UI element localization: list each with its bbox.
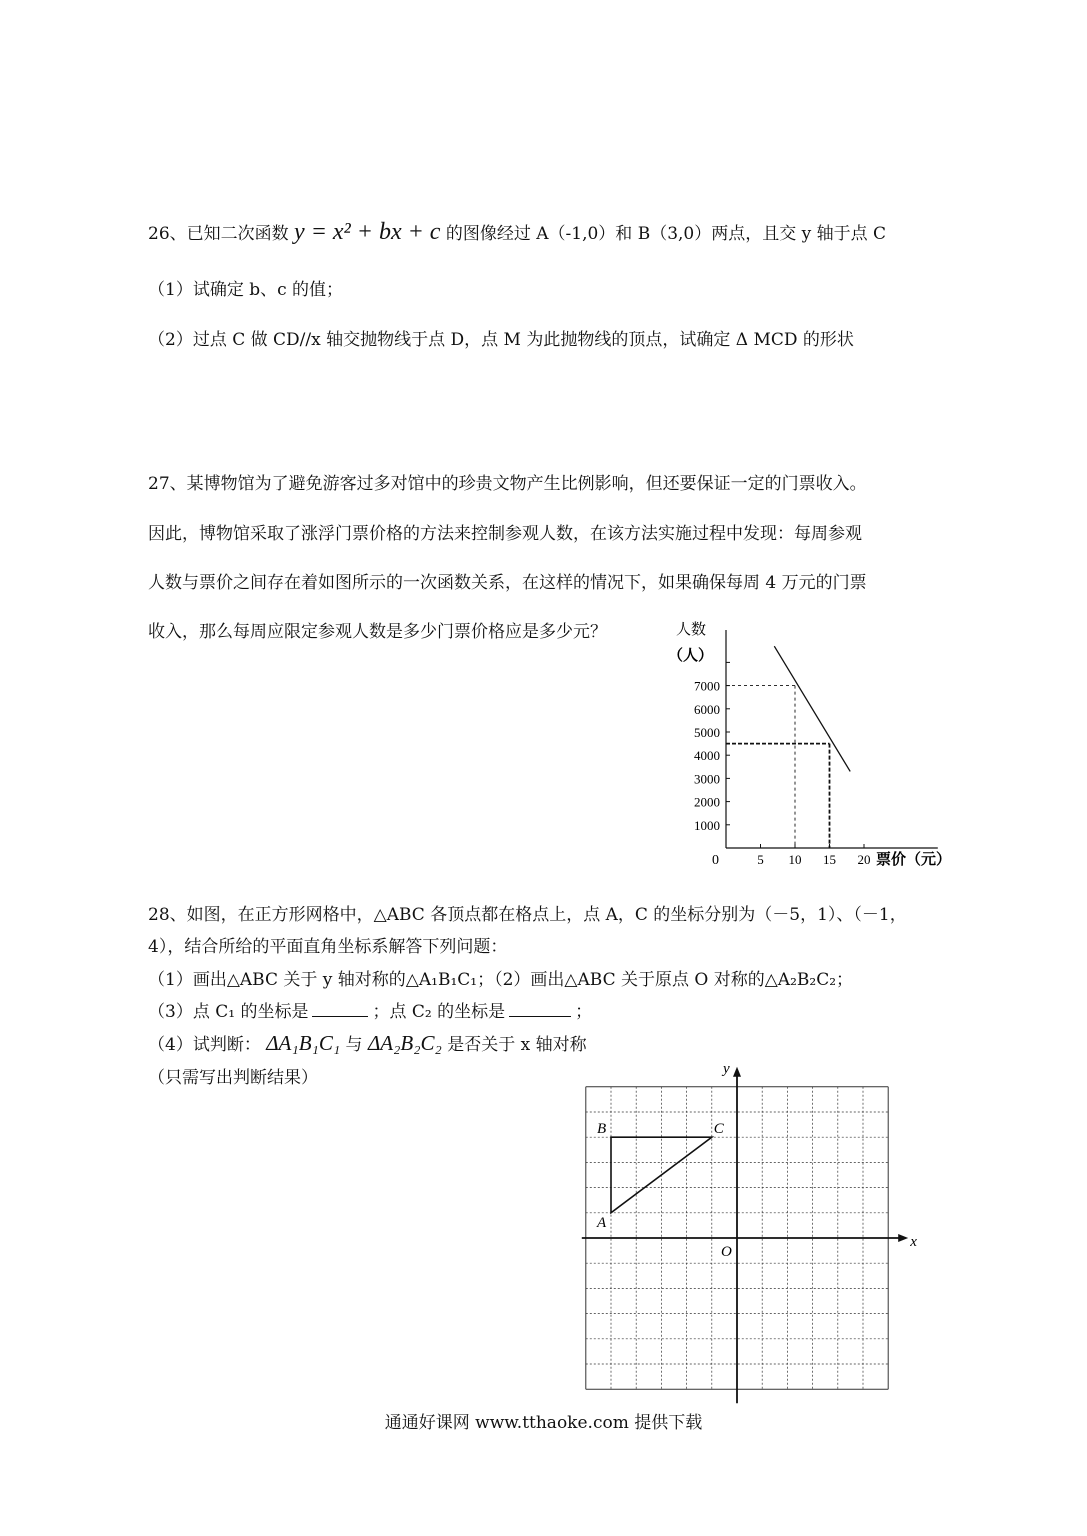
q27-line1: 27、某博物馆为了避免游客过多对馆中的珍贵文物产生比例影响，但还要保证一定的门票收入。 [148, 474, 867, 494]
point-a-label: A [597, 1214, 607, 1231]
chart-ylabel-2: （人） [668, 648, 714, 664]
chart-ticks [694, 662, 871, 867]
q28-line5-b: 与 [345, 1035, 363, 1055]
q28-line4 [148, 1000, 592, 1024]
point-c-label: C [713, 1121, 724, 1138]
chart-y-tick-label: 4000 [694, 748, 720, 764]
chart-origin-label: 0 [712, 853, 719, 868]
triangle-a2b2c2: ΔA₂B₂C₂ [367, 1031, 442, 1055]
q26-part1: （1）试确定 b、c 的值； [148, 280, 344, 300]
chart-guides [726, 686, 830, 848]
q26-suffix: 的图像经过 A（-1,0）和 B（3,0）两点，且交 y 轴于点 C [445, 224, 887, 244]
point-b-label: B [597, 1121, 607, 1138]
chart-axes [726, 630, 938, 848]
chart-y-tick-label: 6000 [694, 701, 720, 717]
y-axis-arrow-icon [733, 1067, 741, 1077]
q28-line4-b: ；点 C₂ 的坐标是 [372, 1002, 506, 1022]
q28-line1: 28、如图，在正方形网格中，△ABC 各顶点都在格点上，点 A，C 的坐标分别为（－5，1）、（－1， [148, 905, 907, 925]
x-axis-label: x [910, 1234, 917, 1250]
chart-ylabel-1: 人数 [676, 622, 707, 638]
chart-y-tick-label: 2000 [694, 794, 720, 810]
q28-line4-a: （3）点 C₁ 的坐标是 [148, 1002, 309, 1022]
chart-x-tick-label: 10 [788, 852, 802, 867]
answer-blank-c1[interactable] [312, 1000, 368, 1017]
origin-label: O [721, 1244, 732, 1260]
coordinate-grid [575, 1060, 915, 1405]
chart-y-tick-label: 1000 [694, 817, 720, 833]
q26-stem [148, 220, 886, 246]
q27-line4: 收入，那么每周应限定参观人数是多少门票价格应是多少元？ [148, 622, 607, 642]
q27-line2: 因此，博物馆采取了涨浮门票价格的方法来控制参观人数，在该方法实施过程中发现：每周参观 [148, 524, 862, 544]
q28-line5 [148, 1031, 587, 1057]
q26-part2: （2）过点 C 做 CD//x 轴交抛物线于点 D，点 M 为此抛物线的顶点，试确定 Δ MCD 的形状 [148, 330, 854, 350]
chart-y-tick-label: 5000 [694, 725, 720, 740]
chart-xlabel: 票价（元） [876, 852, 952, 868]
chart-series [774, 646, 850, 771]
q28-line4-c: ； [575, 1002, 593, 1022]
q26-prefix: 26、已知二次函数 [148, 224, 289, 244]
ticket-price-chart [660, 612, 960, 874]
chart-x-tick-label: 5 [757, 852, 764, 867]
chart-series-line [774, 646, 850, 771]
q28-line5-a: （4）试判断： [148, 1035, 261, 1055]
chart-x-tick-label: 20 [857, 852, 871, 867]
chart-y-tick-label: 7000 [694, 678, 720, 694]
answer-blank-c2[interactable] [509, 1000, 571, 1017]
x-axis-arrow-icon [898, 1234, 908, 1242]
footer-watermark: 通通好课网 www.tthaoke.com 提供下载 [384, 1413, 703, 1433]
q27-line3: 人数与票价之间存在着如图所示的一次函数关系，在这样的情况下，如果确保每周 4 万元的门票 [148, 573, 867, 593]
y-axis-label: y [723, 1060, 730, 1077]
chart-y-tick-label: 3000 [694, 771, 720, 787]
triangle-a1b1c1: ΔA₁B₁C₁ [266, 1031, 341, 1055]
q28-line5-c: 是否关于 x 轴对称 [447, 1035, 587, 1055]
grid-axes [582, 1067, 908, 1403]
q26-formula: y = x² + bx + c [294, 219, 441, 245]
q28-line2: 4），结合所给的平面直角坐标系解答下列问题： [148, 937, 508, 957]
q28-line3: （1）画出△ABC 关于 y 轴对称的△A₁B₁C₁；（2）画出△ABC 关于原点 O 对称的△A₂B₂C₂； [148, 970, 854, 990]
chart-x-tick-label: 15 [823, 852, 836, 867]
q28-line6: （只需写出判断结果） [148, 1068, 318, 1088]
